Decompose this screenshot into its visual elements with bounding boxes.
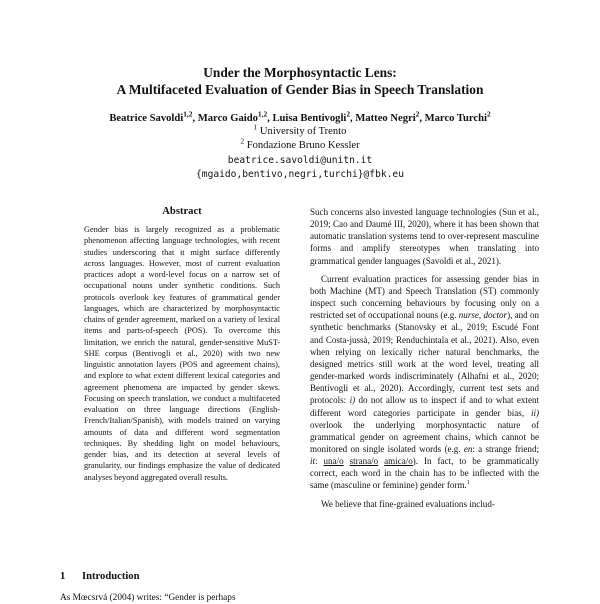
email-line-1: beatrice.savoldi@unitn.it [227, 155, 373, 166]
author-affil-mark: 1,2 [183, 109, 193, 119]
affiliation-name: University of Trento [259, 126, 347, 137]
underlined-word: strana/o [349, 456, 379, 467]
author-affil-mark: 2 [415, 109, 420, 119]
emphasis: i) [349, 395, 356, 406]
author: Luisa Bentivogli [272, 113, 347, 124]
author-affil-mark: 2 [486, 109, 491, 119]
affiliation-mark: 1 [253, 122, 258, 132]
paragraph: Such concerns also invested language technologies (Sun et al., 2019; Cao and Daumé III, 2020), where it has been shown that automatic translation systems tend to over-represent masculine forms and amplify stereotypes when translating into grammatical gender languages (Savoldi et al., 2021). [310, 207, 539, 266]
footnote-mark[interactable]: 1 [466, 479, 470, 487]
paper-title [0, 64, 600, 98]
text-run: do not allow us to inspect if and to what extent different word categories participate in gender bias, [310, 395, 539, 418]
affiliation-name: Fondazione Bruno Kessler [246, 140, 360, 151]
text-run: Current evaluation practices for assessing gender bias in both Machine (MT) and Speech Translation (ST) commonly inspect such concerning behaviours by focusing only on a restricted set of occupational nouns (e.g. [310, 273, 539, 321]
text-run: ), and on synthetic benchmarks (Stanovsky et al., 2019; Escudé Font and Costa-jussà, 2019; Renduchintala et al., 2021). Also, even when relying on lexically richer natural benchmarks, the designed metrics still work at the word level, treating all gender-marked words indiscriminately (Alhafni et al., 2020; Bentivogli et al., 2020). Accordingly, current test sets and protocols: [310, 310, 539, 406]
emphasis: en [463, 443, 473, 454]
text-run: : a strange friend; [472, 443, 539, 454]
underlined-word: una/o [323, 456, 344, 467]
affiliation-mark: 2 [240, 136, 245, 146]
emphasis: doctor [483, 310, 508, 321]
right-column [310, 206, 539, 516]
text-run: overlook the underlying morphosyntactic nature of grammatical gender on agreement chains, which cannot be monitored on single isolated words (e.g. [310, 419, 539, 454]
text-run: ). In fact, to be grammatically correct, each word in the chain has to be inflected with the same (masculine or feminine) gender form. [310, 456, 539, 491]
paragraph: We believe that fine-grained evaluations includ- [321, 498, 495, 509]
emphasis: it [310, 456, 316, 467]
affiliation-1 [0, 122, 600, 138]
author-affil-mark: 2 [346, 109, 351, 119]
author: Marco Turchi [424, 113, 487, 124]
abstract-body: Gender bias is largely recognized as a problematic phenomenon affecting language technologies, with recent studies underscoring that it might surface differently across languages. However, most of current evaluation practices adopt a word-level focus on a narrow set of occupational nouns under synthetic conditions. Such protocols overlook key features of grammatical gender languages, which are characterized by morphosyntactic chains of gender agreement, marked on a variety of lexical items and parts-of-speech (POS). To overcome this limitation, we enrich the natural, gender-sensitive MuST-SHE corpus (Bentivogli et al., 2020) with two new linguistic annotation layers (POS and agreement chains), and explore to what extent different lexical categories and agreement phenomena are impacted by gender skews. Focusing on speech translation, we conduct a multifaceted evaluation on three language directions (English-French/Italian/Spanish), with models trained on varying amounts of data and different word segmentation techniques. By shedding light on model behaviours, gender bias, and its detection at several levels of granularity, our findings emphasize the value of dedicated analyses beyond aggregated overall results. [84, 225, 280, 482]
paragraph [310, 273, 539, 492]
section-heading-introduction [60, 571, 140, 582]
author: Matteo Negri [355, 113, 416, 124]
affiliation-2 [0, 136, 600, 152]
author: Marco Gaido [197, 113, 258, 124]
section-number: 1 [60, 571, 66, 582]
abstract-heading: Abstract [162, 206, 202, 217]
email-line-2: {mgaido,bentivo,negri,turchi}@fbk.eu [196, 169, 404, 180]
author: Beatrice Savoldi [109, 113, 184, 124]
author-list: Beatrice Savoldi$^{1,2}$, Marco Gaido$^{1,2}$, Luisa Bentivogli$^2$, Matteo Negri$^2$, Marco Turchi$^2$ [109, 109, 491, 124]
emphasis: nurse [458, 310, 479, 321]
text-run: , [478, 310, 484, 321]
introduction-first-line: As Mœcsrvá (2004) writes: “Gender is perhaps [60, 593, 236, 603]
title-line-1: Under the Morphosyntactic Lens: [203, 65, 397, 80]
section-title: Introduction [82, 571, 140, 582]
author-affil-mark: 1,2 [257, 109, 268, 119]
emphasis: ii) [530, 407, 539, 418]
text-run: : [315, 456, 324, 467]
underlined-word: amica/o [384, 456, 413, 467]
title-line-2: A Multifaceted Evaluation of Gender Bias in Speech Translation [116, 82, 484, 97]
